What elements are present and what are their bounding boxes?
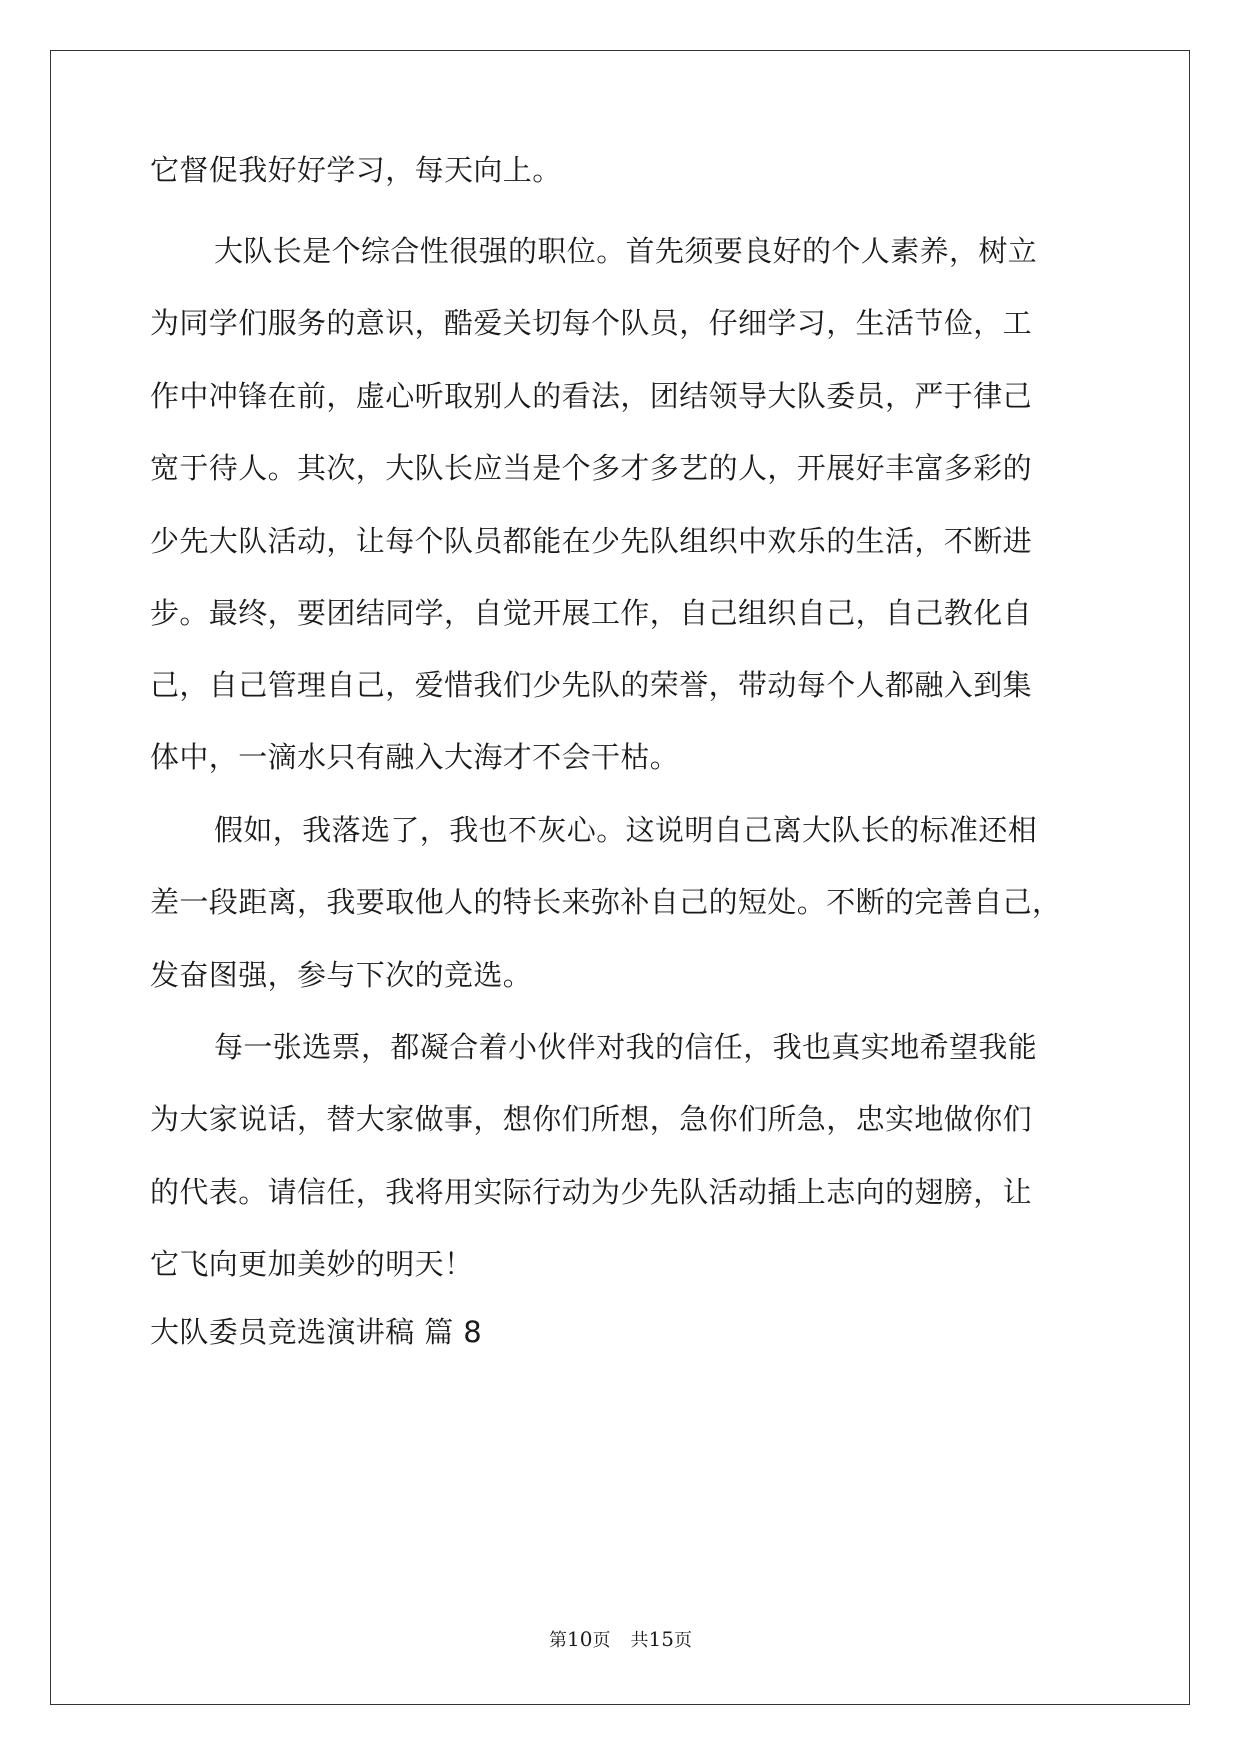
text-line: 为同学们服务的意识，酷爱关切每个队员，仔细学习，生活节俭，工 bbox=[150, 306, 1033, 340]
current-page-number: 10 bbox=[567, 1627, 593, 1651]
text-line: 步。最终，要团结同学，自觉开展工作，自己组织自己，自己教化自 bbox=[150, 596, 1033, 630]
text-line: 己，自己管理自己，爱惜我们少先队的荣誉，带动每个人都融入到集 bbox=[150, 668, 1033, 702]
text-line: 体中，一滴水只有融入大海才不会干枯。 bbox=[150, 740, 680, 774]
text-line: 作中冲锋在前，虚心听取别人的看法，团结领导大队委员，严于律己 bbox=[150, 379, 1033, 413]
text-line: 为大家说话，替大家做事，想你们所想，急你们所急，忠实地做你们 bbox=[150, 1102, 1033, 1136]
footer-total-suffix: 页 bbox=[673, 1630, 692, 1651]
text-line: 假如，我落选了，我也不灰心。这说明自己离大队长的标准还相 bbox=[214, 813, 1038, 847]
footer-prefix: 第 bbox=[549, 1630, 568, 1651]
text-line: 它飞向更加美妙的明天！ bbox=[150, 1247, 474, 1281]
page-border bbox=[50, 50, 1190, 1705]
text-line: 的代表。请信任，我将用实际行动为少先队活动插上志向的翅膀，让 bbox=[150, 1175, 1033, 1209]
text-line: 差一段距离，我要取他人的特长来弥补自己的短处。不断的完善自己， bbox=[150, 885, 1062, 919]
footer-page-suffix: 页 bbox=[592, 1630, 611, 1651]
text-line: 少先大队活动，让每个队员都能在少先队组织中欢乐的生活，不断进 bbox=[150, 524, 1033, 558]
text-line: 大队长是个综合性很强的职位。首先须要良好的个人素养，树立 bbox=[214, 234, 1038, 268]
text-line: 每一张选票，都凝合着小伙伴对我的信任，我也真实地希望我能 bbox=[214, 1030, 1038, 1064]
section-heading: 大队委员竞选演讲稿 篇 8 bbox=[150, 1315, 483, 1349]
page-footer bbox=[0, 1627, 1241, 1653]
text-line: 它督促我好好学习，每天向上。 bbox=[150, 153, 562, 187]
footer-total-prefix: 共 bbox=[630, 1630, 649, 1651]
total-pages-number: 15 bbox=[648, 1627, 674, 1651]
text-line: 宽于待人。其次，大队长应当是个多才多艺的人，开展好丰富多彩的 bbox=[150, 451, 1033, 485]
text-line: 发奋图强，参与下次的竞选。 bbox=[150, 958, 533, 992]
